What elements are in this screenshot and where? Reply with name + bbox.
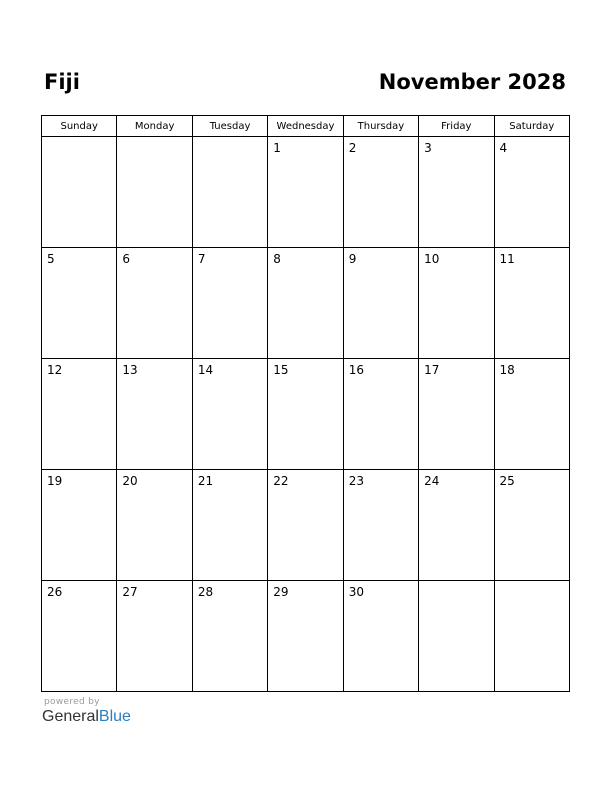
day-number [117, 137, 191, 141]
day-cell [192, 470, 267, 581]
day-number: 27 [122, 585, 138, 599]
day-cell [268, 359, 343, 470]
day-cell [419, 359, 494, 470]
day-number: 28 [197, 585, 214, 599]
day-number: 12 [47, 363, 63, 377]
day-cell [494, 359, 569, 470]
day-cell [494, 470, 569, 581]
month-year-title: November 2028 [378, 70, 566, 94]
day-number: 22 [273, 474, 289, 488]
day-cell [268, 137, 343, 248]
day-cell [343, 248, 418, 359]
day-cell [117, 359, 192, 470]
day-cell [117, 470, 192, 581]
day-number: 30 [348, 585, 364, 599]
day-number: 15 [273, 363, 289, 377]
day-number: 1 [273, 141, 281, 155]
day-cell [192, 581, 267, 692]
day-number: 16 [348, 363, 364, 377]
day-number: 25 [499, 474, 515, 488]
day-cell [343, 359, 418, 470]
day-cell [42, 359, 117, 470]
day-cell [419, 248, 494, 359]
day-cell [343, 581, 418, 692]
day-cell [192, 137, 267, 248]
country-title: Fiji [44, 70, 80, 94]
day-number [193, 137, 267, 141]
weekday-header: Friday [419, 116, 494, 137]
day-cell [117, 248, 192, 359]
weekday-header: Sunday [42, 116, 117, 137]
day-number: 17 [424, 363, 440, 377]
day-number: 26 [47, 585, 63, 599]
calendar-grid [41, 115, 570, 692]
day-number: 10 [424, 252, 440, 266]
week-row [42, 581, 570, 692]
day-number: 4 [499, 141, 508, 155]
weekday-header: Tuesday [192, 116, 267, 137]
weekday-header: Saturday [494, 116, 569, 137]
day-cell [419, 581, 494, 692]
day-cell [268, 470, 343, 581]
brand-blue-text: Blue [98, 708, 131, 725]
weekday-header: Wednesday [268, 116, 343, 137]
day-cell [419, 137, 494, 248]
day-cell [192, 359, 267, 470]
day-number: 29 [273, 585, 289, 599]
day-number: 21 [197, 474, 214, 488]
day-number: 13 [122, 363, 138, 377]
day-cell [117, 581, 192, 692]
day-number: 2 [348, 141, 357, 155]
powered-by-label: powered by [44, 697, 100, 707]
day-cell [42, 581, 117, 692]
day-number: 3 [424, 141, 432, 155]
day-cell [192, 248, 267, 359]
day-cell [117, 137, 192, 248]
day-number: 23 [348, 474, 364, 488]
day-number: 20 [122, 474, 138, 488]
day-number: 5 [47, 252, 55, 266]
day-number: 11 [499, 252, 515, 266]
week-row [42, 470, 570, 581]
day-cell [42, 470, 117, 581]
week-row [42, 359, 570, 470]
day-number: 24 [424, 474, 440, 488]
day-number: 8 [273, 252, 281, 266]
day-cell [494, 137, 569, 248]
day-number [419, 581, 493, 585]
day-cell [42, 248, 117, 359]
day-cell [343, 137, 418, 248]
day-cell [494, 248, 569, 359]
day-number: 14 [197, 363, 214, 377]
day-number [495, 581, 569, 585]
day-cell [42, 137, 117, 248]
weekday-header: Thursday [343, 116, 418, 137]
day-number: 19 [47, 474, 63, 488]
day-number: 18 [499, 363, 515, 377]
brand-general-text: General [42, 708, 99, 725]
day-cell [494, 581, 569, 692]
day-cell [268, 248, 343, 359]
day-number: 6 [122, 252, 131, 266]
week-row [42, 137, 570, 248]
weekday-header-row [42, 116, 570, 137]
day-number: 7 [197, 252, 206, 266]
weekday-header: Monday [117, 116, 192, 137]
week-row [42, 248, 570, 359]
day-number: 9 [348, 252, 357, 266]
day-cell [268, 581, 343, 692]
day-number [42, 137, 116, 141]
day-cell [343, 470, 418, 581]
generalblue-logo[interactable] [42, 708, 131, 726]
day-cell [419, 470, 494, 581]
